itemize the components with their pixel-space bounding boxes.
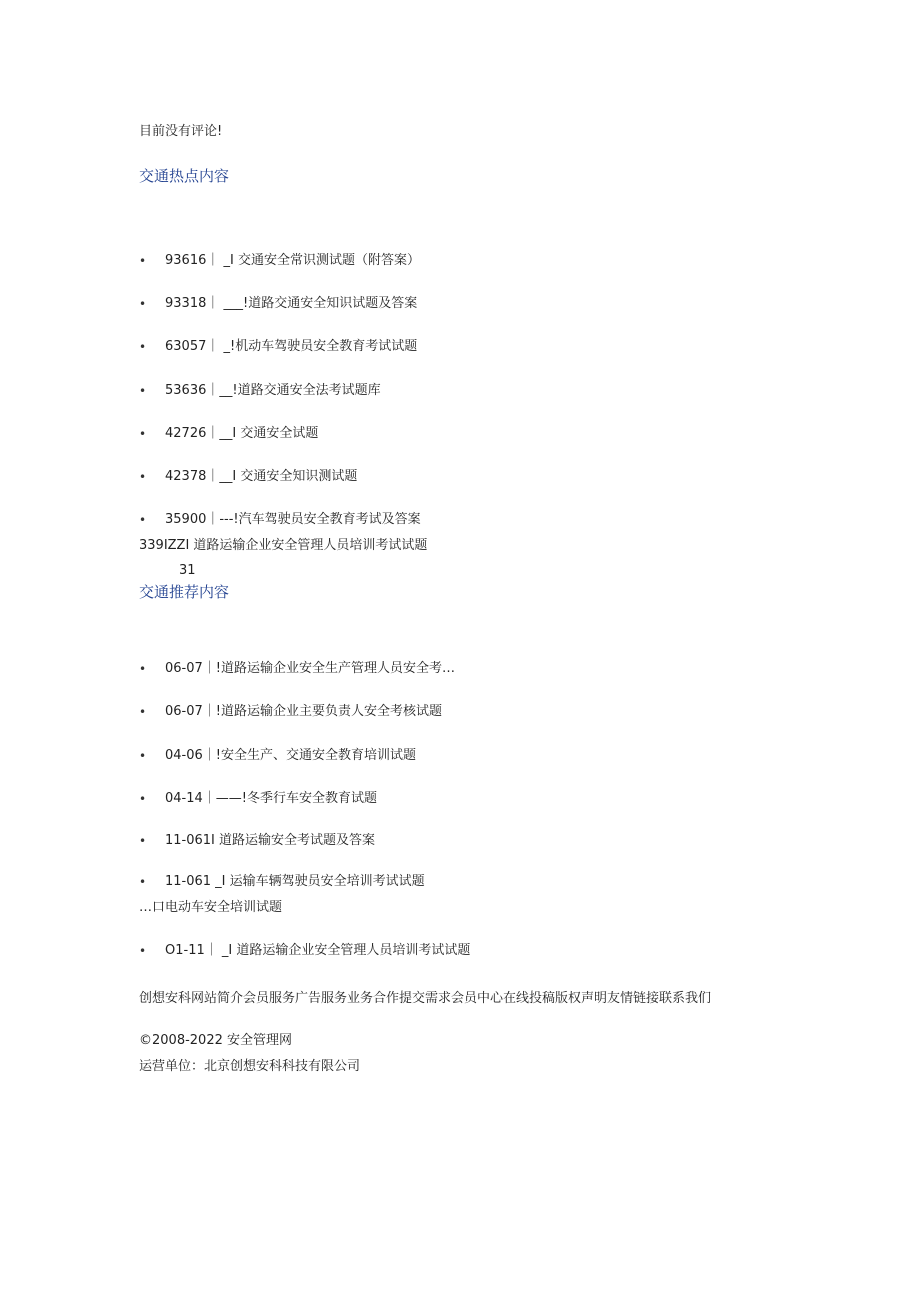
bullet-icon: • — [139, 340, 147, 354]
bullet-icon: • — [139, 792, 147, 806]
bullet-icon: • — [139, 427, 147, 441]
list-item-text[interactable]: 93616｜ _I 交通安全常识测试题（附答案） — [165, 253, 420, 268]
hot-stray-number: 31 — [179, 563, 196, 578]
bullet-icon: • — [139, 662, 147, 676]
bullet-icon: • — [139, 875, 147, 889]
list-item-text[interactable]: 42726｜__I 交通安全试题 — [165, 426, 319, 441]
bullet-icon: • — [139, 944, 147, 958]
list-item-text[interactable]: O1-11｜ _I 道路运输企业安全管理人员培训考试试题 — [165, 943, 471, 958]
list-item-text[interactable]: 06-07｜!道路运输企业主要负责人安全考核试题 — [165, 704, 442, 719]
footer-links[interactable]: 创想安科网站简介会员服务广告服务业务合作提交需求会员中心在线投稿版权声明友情链接联系我们 — [139, 991, 712, 1006]
hot-section-title: 交通热点内容 — [139, 167, 230, 185]
list-item-text[interactable]: 11-061I 道路运输安全考试题及答案 — [165, 833, 376, 848]
bullet-icon: • — [139, 384, 147, 398]
list-item-text[interactable]: 63057｜ _!机动车驾驶员安全教育考试试题 — [165, 339, 418, 354]
bullet-icon: • — [139, 834, 147, 848]
list-item-text[interactable]: 11-061 _I 运输车辆驾驶员安全培训考试试题 — [165, 874, 425, 889]
hot-stray-line[interactable]: 339IZZI 道路运输企业安全管理人员培训考试试题 — [139, 538, 428, 553]
bullet-icon: • — [139, 297, 147, 311]
list-item-text[interactable]: 93318｜ ___!道路交通安全知识试题及答案 — [165, 296, 418, 311]
recommend-section-title: 交通推荐内容 — [139, 583, 230, 601]
bullet-icon: • — [139, 470, 147, 484]
list-item-text[interactable]: 42378｜__I 交通安全知识测试题 — [165, 469, 358, 484]
list-item-text[interactable]: 35900｜---!汽车驾驶员安全教育考试及答案 — [165, 512, 421, 527]
list-item-text[interactable]: 06-07｜!道路运输企业安全生产管理人员安全考… — [165, 661, 455, 676]
bullet-icon: • — [139, 749, 147, 763]
list-item-text[interactable]: 04-14｜——!冬季行车安全教育试题 — [165, 791, 377, 806]
bullet-icon: • — [139, 254, 147, 268]
list-item-text[interactable]: 04-06｜!安全生产、交通安全教育培训试题 — [165, 748, 416, 763]
footer-copyright: ©2008-2022 安全管理网 — [139, 1033, 292, 1048]
recommend-stray-line[interactable]: …口电动车安全培训试题 — [139, 900, 283, 915]
list-item-text[interactable]: 53636｜__!道路交通安全法考试题库 — [165, 383, 381, 398]
bullet-icon: • — [139, 705, 147, 719]
footer-operator: 运营单位：北京创想安科科技有限公司 — [139, 1059, 361, 1074]
no-comments-message: 目前没有评论! — [139, 124, 223, 139]
bullet-icon: • — [139, 513, 147, 527]
